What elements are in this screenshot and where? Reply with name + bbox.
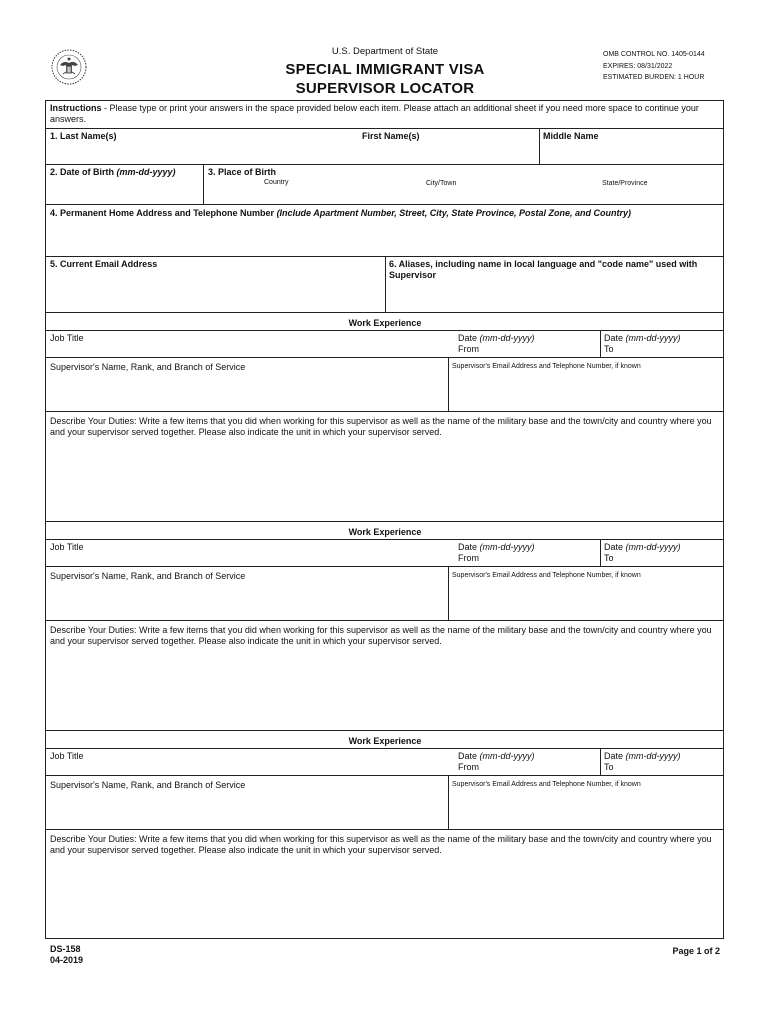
supervisor-contact-field[interactable]: Supervisor's Email Address and Telephone Number, if known bbox=[452, 781, 641, 788]
divider bbox=[45, 411, 724, 412]
place-of-birth-label: 3. Place of Birth bbox=[208, 167, 277, 177]
date-from-field[interactable] bbox=[458, 751, 535, 773]
permanent-address-field[interactable] bbox=[50, 208, 631, 219]
divider bbox=[45, 357, 724, 358]
form-title-line1: SPECIAL IMMIGRANT VISA bbox=[285, 61, 485, 78]
date-to-field[interactable] bbox=[604, 333, 681, 355]
divider bbox=[45, 128, 724, 129]
work-experience-heading: Work Experience bbox=[348, 318, 422, 328]
form-title-line2: SUPERVISOR LOCATOR bbox=[295, 80, 475, 97]
divider bbox=[448, 566, 449, 620]
work-experience-heading: Work Experience bbox=[348, 527, 422, 537]
dob-format: (mm-dd-yyyy) bbox=[116, 167, 176, 177]
divider bbox=[45, 829, 724, 830]
last-name-field[interactable]: 1. Last Name(s) bbox=[50, 131, 117, 141]
instructions-label: Instructions bbox=[50, 103, 102, 113]
divider bbox=[45, 748, 724, 749]
form-revision: 04-2019 bbox=[50, 955, 84, 965]
omb-expiration: EXPIRES: 08/31/2022 bbox=[603, 62, 673, 70]
first-name-field[interactable]: First Name(s) bbox=[362, 131, 420, 141]
pob-country-field[interactable]: Country bbox=[264, 179, 289, 186]
address-hint: (Include Apartment Number, Street, City, State Province, Postal Zone, and Country) bbox=[276, 208, 631, 218]
divider bbox=[45, 164, 724, 165]
department-name: U.S. Department of State bbox=[331, 46, 439, 57]
divider bbox=[45, 539, 724, 540]
instructions bbox=[50, 103, 720, 125]
divider bbox=[600, 330, 601, 357]
pob-city-field[interactable]: City/Town bbox=[426, 180, 457, 187]
date-to-label: To bbox=[604, 762, 614, 772]
supervisor-name-field[interactable]: Supervisor's Name, Rank, and Branch of Service bbox=[50, 362, 246, 372]
page-number: Page 1 of 2 bbox=[672, 946, 720, 956]
date-from-field[interactable] bbox=[458, 333, 535, 355]
duties-field[interactable]: Describe Your Duties: Write a few items that you did when working for this supervisor as well as the name of the military base and the town/city and country where you and your supervisor served together. Please also indicate the unit in which your supervisor served. bbox=[50, 625, 712, 646]
form-frame bbox=[45, 100, 724, 939]
supervisor-name-field[interactable]: Supervisor's Name, Rank, and Branch of Service bbox=[50, 571, 246, 581]
divider bbox=[448, 775, 449, 829]
job-title-field[interactable]: Job Title bbox=[50, 542, 84, 552]
date-label: Date bbox=[604, 333, 626, 343]
divider bbox=[385, 256, 386, 312]
work-experience-heading: Work Experience bbox=[348, 736, 422, 746]
form-number: DS-158 bbox=[50, 944, 81, 954]
date-label: Date bbox=[604, 751, 626, 761]
divider bbox=[600, 748, 601, 775]
divider bbox=[45, 521, 724, 522]
divider bbox=[203, 164, 204, 204]
date-label: Date bbox=[458, 751, 480, 761]
divider bbox=[45, 312, 724, 313]
supervisor-name-field[interactable]: Supervisor's Name, Rank, and Branch of Service bbox=[50, 780, 246, 790]
date-format: (mm-dd-yyyy) bbox=[479, 333, 535, 343]
duties-field[interactable]: Describe Your Duties: Write a few items that you did when working for this supervisor as well as the name of the military base and the town/city and country where you and your supervisor served together. Please also indicate the unit in which your supervisor served. bbox=[50, 416, 712, 437]
job-title-field[interactable]: Job Title bbox=[50, 751, 84, 761]
date-to-field[interactable] bbox=[604, 542, 681, 564]
supervisor-contact-field[interactable]: Supervisor's Email Address and Telephone Number, if known bbox=[452, 572, 641, 579]
date-label: Date bbox=[604, 542, 626, 552]
date-from-field[interactable] bbox=[458, 542, 535, 564]
date-to-label: To bbox=[604, 553, 614, 563]
date-from-label: From bbox=[458, 553, 479, 563]
divider bbox=[45, 620, 724, 621]
supervisor-contact-field[interactable]: Supervisor's Email Address and Telephone Number, if known bbox=[452, 363, 641, 370]
date-format: (mm-dd-yyyy) bbox=[479, 542, 535, 552]
date-format: (mm-dd-yyyy) bbox=[479, 751, 535, 761]
omb-info bbox=[603, 49, 705, 84]
date-to-label: To bbox=[604, 344, 614, 354]
omb-control-number: OMB CONTROL NO. 1405-0144 bbox=[603, 51, 705, 58]
omb-burden: ESTIMATED BURDEN: 1 HOUR bbox=[603, 74, 705, 81]
dob-label: 2. Date of Birth bbox=[50, 167, 117, 177]
date-of-birth-field[interactable] bbox=[50, 167, 176, 178]
aliases-field[interactable]: 6. Aliases, including name in local language and "code name" used with Supervisor bbox=[389, 259, 698, 280]
duties-field[interactable]: Describe Your Duties: Write a few items that you did when working for this supervisor as well as the name of the military base and the town/city and country where you and your supervisor served together. Please also indicate the unit in which your supervisor served. bbox=[50, 834, 712, 855]
date-to-field[interactable] bbox=[604, 751, 681, 773]
date-label: Date bbox=[458, 542, 480, 552]
email-field[interactable]: 5. Current Email Address bbox=[50, 259, 158, 269]
pob-state-field[interactable]: State/Province bbox=[602, 180, 648, 187]
divider bbox=[45, 204, 724, 205]
date-from-label: From bbox=[458, 344, 479, 354]
form-identifier bbox=[50, 944, 83, 966]
divider bbox=[539, 128, 540, 164]
middle-name-field[interactable]: Middle Name bbox=[543, 131, 599, 141]
address-label: 4. Permanent Home Address and Telephone Number bbox=[50, 208, 277, 218]
date-format: (mm-dd-yyyy) bbox=[625, 542, 681, 552]
date-label: Date bbox=[458, 333, 480, 343]
date-format: (mm-dd-yyyy) bbox=[625, 333, 681, 343]
instructions-text: - Please type or print your answers in the space provided below each item. Please attach an additional sheet if you need more space to continue your answers. bbox=[50, 103, 699, 124]
divider bbox=[45, 775, 724, 776]
divider bbox=[448, 357, 449, 411]
job-title-field[interactable]: Job Title bbox=[50, 333, 84, 343]
date-format: (mm-dd-yyyy) bbox=[625, 751, 681, 761]
date-from-label: From bbox=[458, 762, 479, 772]
divider bbox=[600, 539, 601, 566]
divider bbox=[45, 330, 724, 331]
divider bbox=[45, 730, 724, 731]
divider bbox=[45, 566, 724, 567]
